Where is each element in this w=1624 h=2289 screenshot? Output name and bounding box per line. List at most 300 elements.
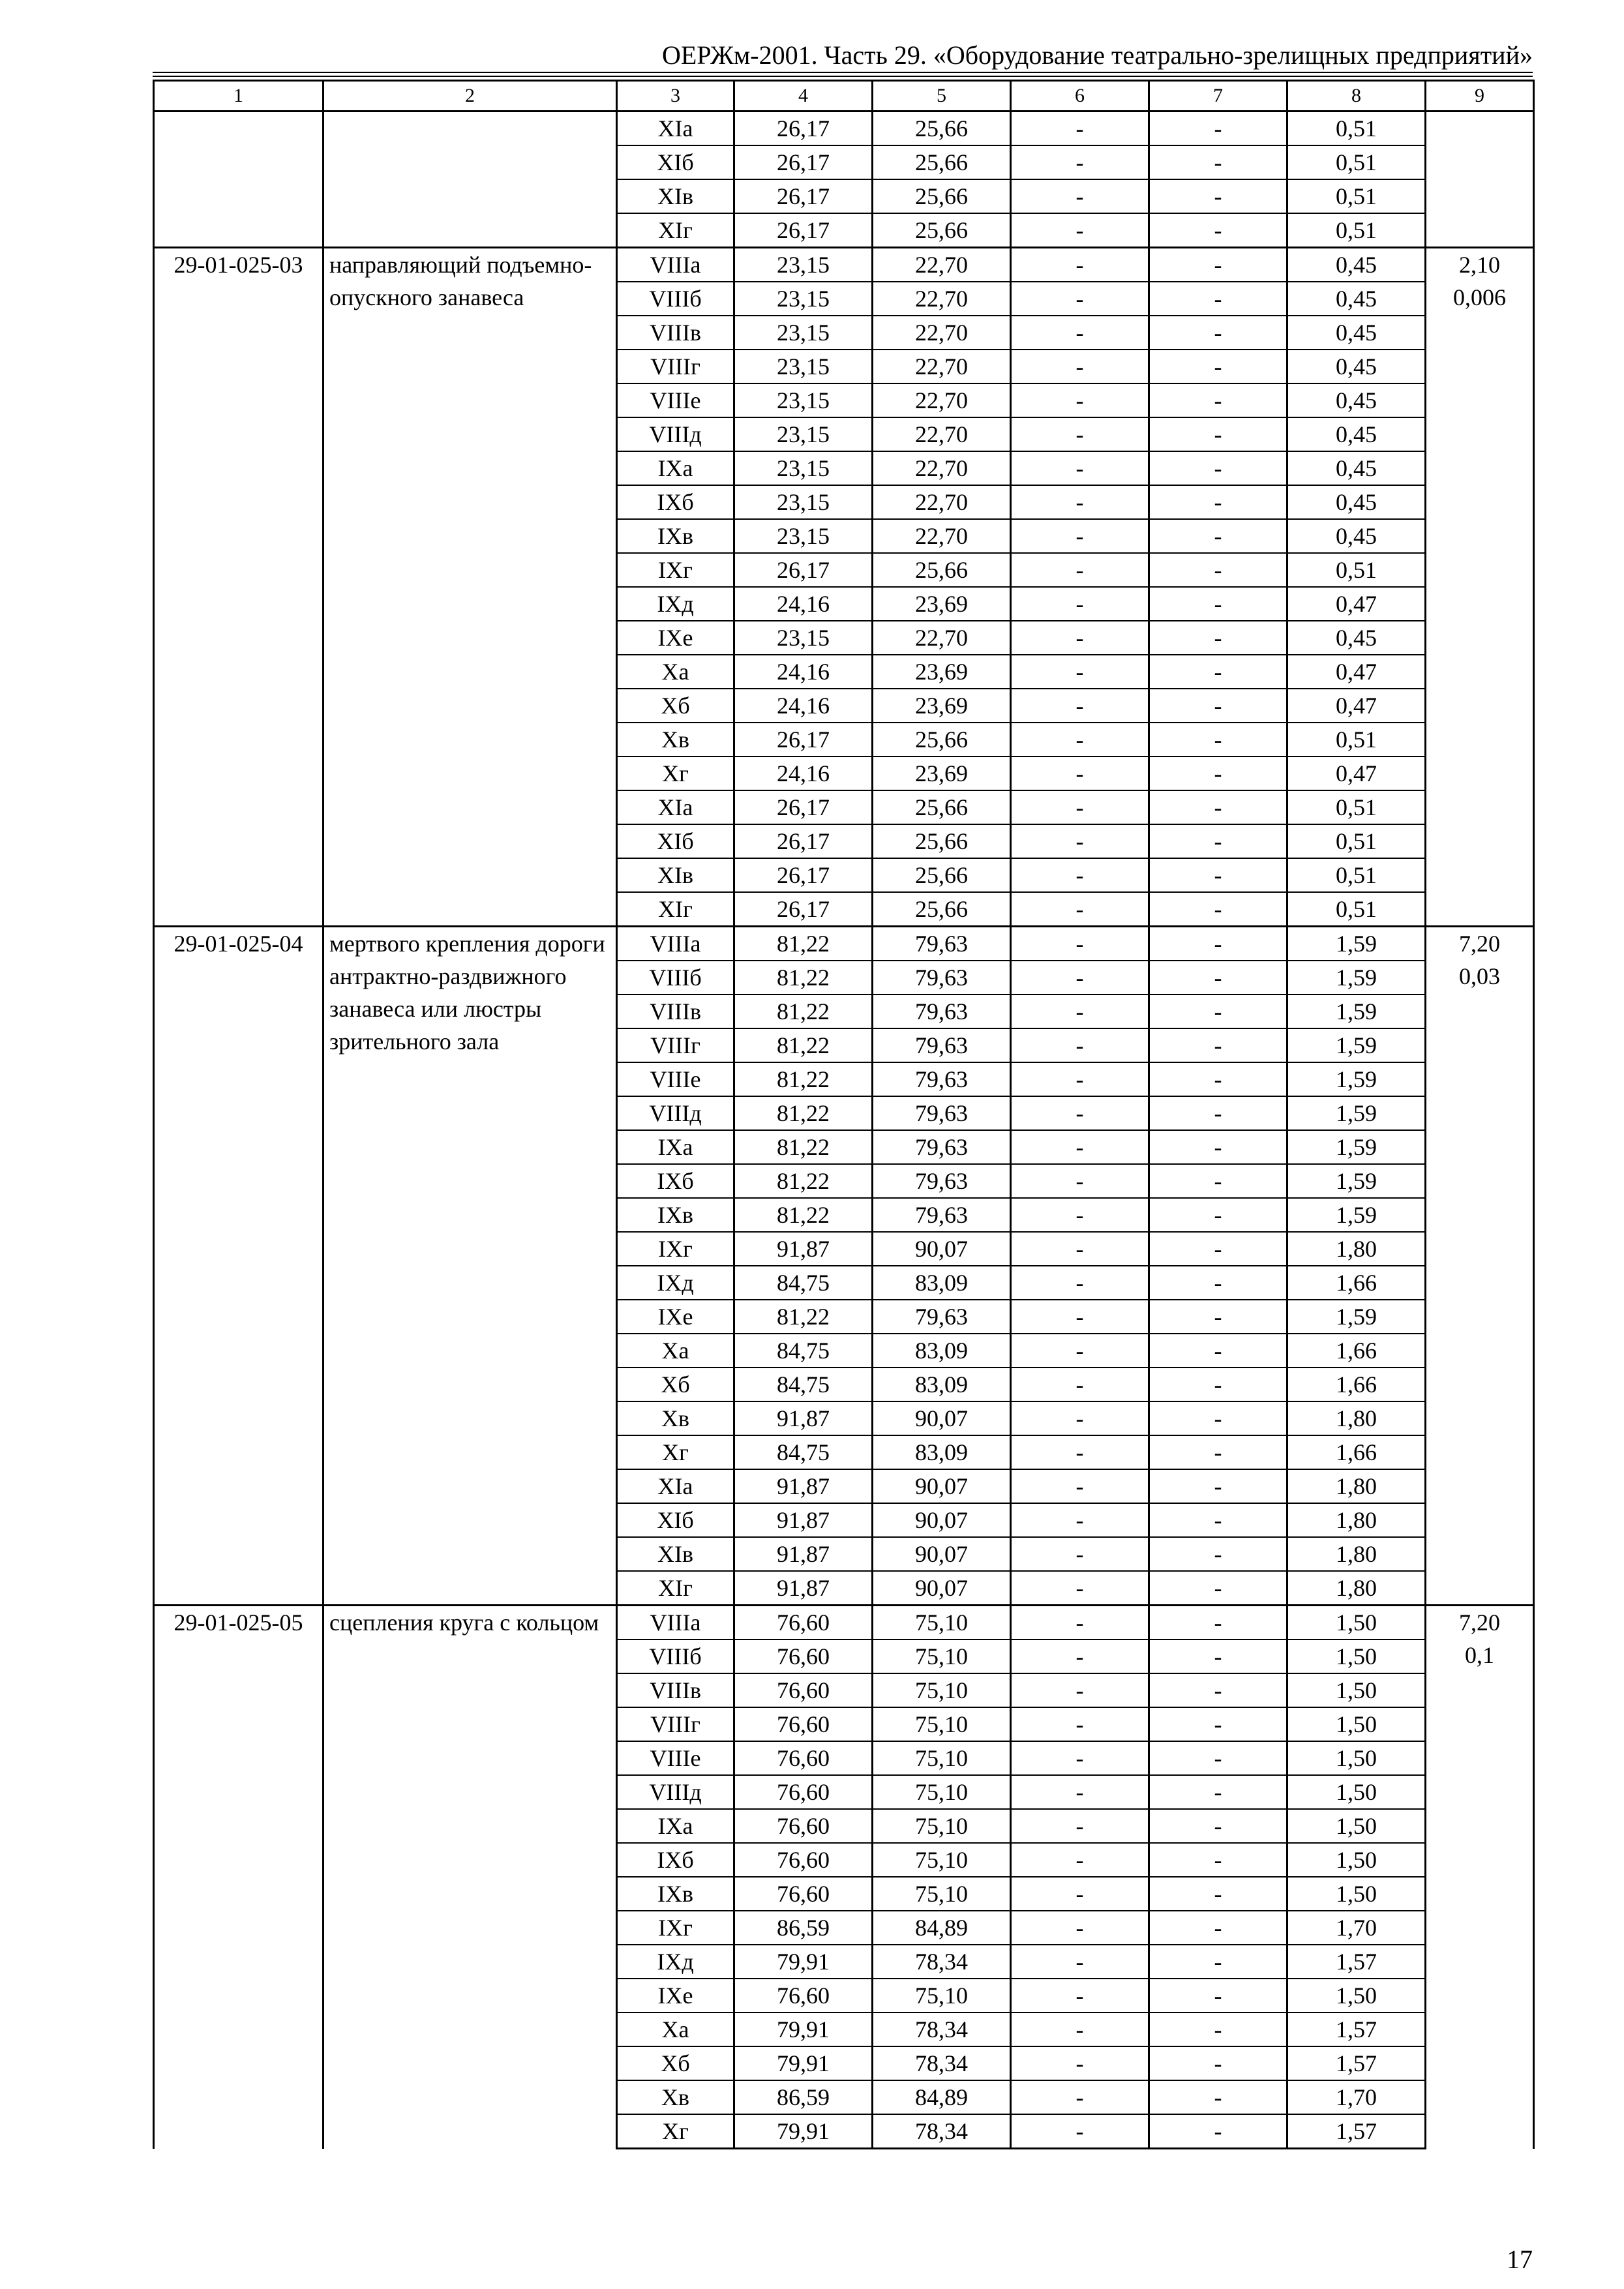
wage-cell: 25,66 [873,892,1011,927]
position-cell: IXб [617,1843,734,1877]
machine-cost-cell: - [1011,2080,1149,2114]
total-cost-cell: 76,60 [734,1775,873,1809]
position-cell: XIг [617,892,734,927]
wage-cell: 22,70 [873,248,1011,282]
materials-cell: 1,80 [1287,1469,1426,1503]
labor-cost-cell [1426,248,1534,927]
machine-cost-cell: - [1011,2114,1149,2149]
wage-cell: 22,70 [873,383,1011,417]
driver-wage-cell: - [1149,451,1287,485]
driver-wage-cell: - [1149,1537,1287,1571]
materials-cell: 1,66 [1287,1435,1426,1469]
driver-wage-cell: - [1149,927,1287,961]
total-cost-cell: 91,87 [734,1232,873,1266]
total-cost-cell: 81,22 [734,1130,873,1164]
machine-cost-cell: - [1011,689,1149,723]
materials-cell: 0,51 [1287,723,1426,756]
machine-cost-cell: - [1011,1401,1149,1435]
wage-cell: 75,10 [873,1673,1011,1707]
materials-cell: 1,66 [1287,1334,1426,1368]
total-cost-cell: 26,17 [734,145,873,179]
machine-cost-cell: - [1011,1809,1149,1843]
position-cell: VIIIе [617,1741,734,1775]
total-cost-cell: 81,22 [734,927,873,961]
wage-cell: 79,63 [873,927,1011,961]
labor-hours-value: 7,20 [1459,931,1500,957]
machine-cost-cell: - [1011,2046,1149,2080]
machine-cost-cell: - [1011,1435,1149,1469]
driver-wage-cell: - [1149,621,1287,655]
total-cost-cell: 91,87 [734,1503,873,1537]
machine-cost-cell: - [1011,1028,1149,1062]
driver-wage-cell: - [1149,1843,1287,1877]
driver-wage-cell: - [1149,689,1287,723]
materials-cell: 1,50 [1287,1673,1426,1707]
materials-cell: 0,47 [1287,756,1426,790]
machine-cost-cell: - [1011,417,1149,451]
wage-cell: 22,70 [873,621,1011,655]
position-cell: IXг [617,1232,734,1266]
position-cell: VIIIд [617,1775,734,1809]
driver-wage-cell: - [1149,282,1287,316]
machine-cost-cell: - [1011,1266,1149,1300]
machine-cost-cell: - [1011,1300,1149,1334]
materials-cell: 0,45 [1287,451,1426,485]
column-number: 7 [1149,81,1287,112]
driver-wage-cell: - [1149,858,1287,892]
driver-wage-cell: - [1149,112,1287,146]
machine-cost-cell: - [1011,350,1149,383]
machine-cost-cell: - [1011,1164,1149,1198]
materials-cell: 0,51 [1287,892,1426,927]
position-cell: VIIIе [617,1062,734,1096]
materials-cell: 0,47 [1287,655,1426,689]
total-cost-cell: 76,60 [734,1707,873,1741]
total-cost-cell: 91,87 [734,1401,873,1435]
driver-wage-cell: - [1149,213,1287,248]
driver-wage-cell: - [1149,383,1287,417]
position-cell: IXд [617,1945,734,1979]
machine-cost-cell: - [1011,858,1149,892]
wage-cell: 90,07 [873,1401,1011,1435]
materials-cell: 0,45 [1287,621,1426,655]
machine-cost-cell: - [1011,451,1149,485]
total-cost-cell: 86,59 [734,2080,873,2114]
driver-wage-cell: - [1149,1809,1287,1843]
wage-cell: 25,66 [873,145,1011,179]
materials-cell: 0,51 [1287,824,1426,858]
driver-wage-cell: - [1149,248,1287,282]
materials-cell: 1,57 [1287,2012,1426,2046]
work-name-cell: сцепления круга с кольцом [323,1606,617,2149]
wage-cell: 79,63 [873,1130,1011,1164]
position-cell: IXа [617,1809,734,1843]
header-rule-top [153,72,1533,73]
machine-cost-cell: - [1011,1979,1149,2012]
materials-cell: 0,51 [1287,179,1426,213]
wage-cell: 83,09 [873,1368,1011,1401]
position-cell: Xг [617,756,734,790]
machine-cost-cell: - [1011,1606,1149,1640]
wage-cell: 75,10 [873,1606,1011,1640]
driver-wage-cell: - [1149,1028,1287,1062]
wage-cell: 79,63 [873,1096,1011,1130]
driver-wage-cell: - [1149,417,1287,451]
wage-cell: 90,07 [873,1571,1011,1606]
position-cell: VIIIб [617,1639,734,1673]
materials-cell: 1,70 [1287,2080,1426,2114]
materials-cell: 1,50 [1287,1979,1426,2012]
position-cell: Xв [617,1401,734,1435]
driver-wage-cell: - [1149,1639,1287,1673]
table-row [154,112,1534,146]
total-cost-cell: 91,87 [734,1537,873,1571]
wage-cell: 25,66 [873,213,1011,248]
materials-cell: 0,45 [1287,248,1426,282]
total-cost-cell: 23,15 [734,451,873,485]
materials-cell: 0,45 [1287,485,1426,519]
wage-cell: 22,70 [873,350,1011,383]
driver-wage-cell: - [1149,587,1287,621]
column-number: 6 [1011,81,1149,112]
driver-wage-cell: - [1149,2046,1287,2080]
materials-cell: 0,51 [1287,790,1426,824]
materials-cell: 1,80 [1287,1401,1426,1435]
driver-wage-cell: - [1149,553,1287,587]
wage-cell: 83,09 [873,1334,1011,1368]
machine-cost-cell: - [1011,1741,1149,1775]
column-number: 3 [617,81,734,112]
machine-cost-cell: - [1011,587,1149,621]
total-cost-cell: 76,60 [734,1979,873,2012]
total-cost-cell: 84,75 [734,1266,873,1300]
wage-cell: 25,66 [873,824,1011,858]
machine-cost-cell: - [1011,1571,1149,1606]
position-cell: XIа [617,112,734,146]
total-cost-cell: 91,87 [734,1571,873,1606]
driver-wage-cell: - [1149,2012,1287,2046]
total-cost-cell: 26,17 [734,723,873,756]
materials-cell: 1,59 [1287,1198,1426,1232]
materials-cell: 1,59 [1287,1164,1426,1198]
materials-cell: 1,57 [1287,1945,1426,1979]
materials-cell: 1,59 [1287,1300,1426,1334]
materials-cell: 1,70 [1287,1911,1426,1945]
machine-cost-cell: - [1011,1232,1149,1266]
labor-hours-value: 2,10 [1459,252,1500,278]
total-cost-cell: 76,60 [734,1809,873,1843]
total-cost-cell: 84,75 [734,1334,873,1368]
driver-wage-cell: - [1149,655,1287,689]
materials-cell: 0,51 [1287,858,1426,892]
materials-cell: 0,51 [1287,112,1426,146]
materials-cell: 1,50 [1287,1877,1426,1911]
driver-wage-cell: - [1149,892,1287,927]
table-row [154,927,1534,961]
total-cost-cell: 23,15 [734,621,873,655]
work-name-cell: направляющий подъемно-опускного занавеса [323,248,617,927]
wage-cell: 75,10 [873,1809,1011,1843]
wage-cell: 25,66 [873,553,1011,587]
total-cost-cell: 76,60 [734,1877,873,1911]
position-cell: XIб [617,1503,734,1537]
wage-cell: 22,70 [873,519,1011,553]
materials-cell: 0,45 [1287,519,1426,553]
driver-wage-cell: - [1149,485,1287,519]
total-cost-cell: 23,15 [734,519,873,553]
machine-cost-cell: - [1011,1775,1149,1809]
wage-cell: 22,70 [873,451,1011,485]
position-cell: IXе [617,1979,734,2012]
position-cell: IXд [617,587,734,621]
machine-cost-cell: - [1011,112,1149,146]
materials-cell: 1,59 [1287,927,1426,961]
wage-cell: 90,07 [873,1469,1011,1503]
wage-cell: 22,70 [873,485,1011,519]
driver-wage-cell: - [1149,1266,1287,1300]
machine-cost-cell: - [1011,1537,1149,1571]
materials-cell: 1,50 [1287,1809,1426,1843]
machine-hours-value: 0,03 [1459,963,1500,989]
position-cell: Xг [617,2114,734,2149]
position-cell: XIг [617,1571,734,1606]
position-cell: IXг [617,1911,734,1945]
wage-cell: 75,10 [873,1843,1011,1877]
position-cell: XIв [617,179,734,213]
wage-cell: 83,09 [873,1266,1011,1300]
position-cell: IXд [617,1266,734,1300]
wage-cell: 90,07 [873,1537,1011,1571]
total-cost-cell: 76,60 [734,1673,873,1707]
position-cell: IXг [617,553,734,587]
machine-cost-cell: - [1011,1368,1149,1401]
wage-cell: 23,69 [873,689,1011,723]
driver-wage-cell: - [1149,1673,1287,1707]
position-cell: VIIIв [617,1673,734,1707]
wage-cell: 75,10 [873,1639,1011,1673]
materials-cell: 0,45 [1287,350,1426,383]
materials-cell: 1,59 [1287,1028,1426,1062]
wage-cell: 25,66 [873,790,1011,824]
wage-cell: 78,34 [873,2012,1011,2046]
column-number: 8 [1287,81,1426,112]
driver-wage-cell: - [1149,519,1287,553]
column-number: 4 [734,81,873,112]
materials-cell: 1,59 [1287,961,1426,995]
wage-cell: 75,10 [873,1741,1011,1775]
materials-cell: 0,51 [1287,145,1426,179]
machine-cost-cell: - [1011,316,1149,350]
materials-cell: 1,80 [1287,1537,1426,1571]
position-cell: XIа [617,790,734,824]
position-cell: XIг [617,213,734,248]
wage-cell: 22,70 [873,417,1011,451]
driver-wage-cell: - [1149,1979,1287,2012]
driver-wage-cell: - [1149,1503,1287,1537]
driver-wage-cell: - [1149,1435,1287,1469]
norm-code-cell: 29-01-025-03 [154,248,323,927]
column-number: 1 [154,81,323,112]
machine-cost-cell: - [1011,1198,1149,1232]
machine-cost-cell: - [1011,553,1149,587]
total-cost-cell: 26,17 [734,112,873,146]
header-rule-bottom [153,76,1533,77]
wage-cell: 79,63 [873,995,1011,1028]
page-header: ОЕРЖм-2001. Часть 29. «Оборудование театрально-зрелищных предприятий» [661,40,1533,70]
materials-cell: 1,50 [1287,1606,1426,1640]
position-cell: IXе [617,621,734,655]
wage-cell: 83,09 [873,1435,1011,1469]
total-cost-cell: 76,60 [734,1741,873,1775]
materials-cell: 1,57 [1287,2046,1426,2080]
materials-cell: 1,50 [1287,1741,1426,1775]
total-cost-cell: 76,60 [734,1606,873,1640]
total-cost-cell: 23,15 [734,282,873,316]
position-cell: IXа [617,451,734,485]
driver-wage-cell: - [1149,1368,1287,1401]
machine-cost-cell: - [1011,1911,1149,1945]
materials-cell: 1,59 [1287,1096,1426,1130]
materials-cell: 0,45 [1287,316,1426,350]
materials-cell: 0,47 [1287,587,1426,621]
position-cell: IXв [617,519,734,553]
driver-wage-cell: - [1149,1945,1287,1979]
page-number: 17 [1507,2245,1533,2274]
wage-cell: 75,10 [873,1775,1011,1809]
total-cost-cell: 86,59 [734,1911,873,1945]
total-cost-cell: 24,16 [734,655,873,689]
machine-cost-cell: - [1011,179,1149,213]
total-cost-cell: 91,87 [734,1469,873,1503]
machine-cost-cell: - [1011,1707,1149,1741]
machine-cost-cell: - [1011,1469,1149,1503]
materials-cell: 0,45 [1287,417,1426,451]
total-cost-cell: 81,22 [734,1096,873,1130]
driver-wage-cell: - [1149,1062,1287,1096]
materials-cell: 0,47 [1287,689,1426,723]
position-cell: Xг [617,1435,734,1469]
total-cost-cell: 84,75 [734,1435,873,1469]
labor-hours-value: 7,20 [1459,1609,1500,1636]
total-cost-cell: 26,17 [734,892,873,927]
wage-cell: 78,34 [873,2046,1011,2080]
column-number: 9 [1426,81,1534,112]
total-cost-cell: 26,17 [734,790,873,824]
position-cell: XIв [617,858,734,892]
wage-cell: 84,89 [873,1911,1011,1945]
column-number: 2 [323,81,617,112]
driver-wage-cell: - [1149,1130,1287,1164]
wage-cell: 75,10 [873,1707,1011,1741]
position-cell: VIIIв [617,995,734,1028]
machine-cost-cell: - [1011,961,1149,995]
driver-wage-cell: - [1149,1877,1287,1911]
driver-wage-cell: - [1149,1606,1287,1640]
driver-wage-cell: - [1149,179,1287,213]
wage-cell: 79,63 [873,1028,1011,1062]
driver-wage-cell: - [1149,824,1287,858]
machine-cost-cell: - [1011,1130,1149,1164]
labor-cost-cell [1426,112,1534,248]
total-cost-cell: 23,15 [734,485,873,519]
total-cost-cell: 81,22 [734,995,873,1028]
wage-cell: 78,34 [873,1945,1011,1979]
wage-cell: 25,66 [873,112,1011,146]
total-cost-cell: 76,60 [734,1843,873,1877]
total-cost-cell: 26,17 [734,553,873,587]
machine-cost-cell: - [1011,213,1149,248]
machine-cost-cell: - [1011,485,1149,519]
wage-cell: 79,63 [873,1062,1011,1096]
position-cell: VIIIб [617,961,734,995]
total-cost-cell: 26,17 [734,179,873,213]
driver-wage-cell: - [1149,1401,1287,1435]
position-cell: XIб [617,824,734,858]
wage-cell: 84,89 [873,2080,1011,2114]
wage-cell: 79,63 [873,1300,1011,1334]
driver-wage-cell: - [1149,995,1287,1028]
materials-cell: 1,66 [1287,1368,1426,1401]
materials-cell: 1,66 [1287,1266,1426,1300]
driver-wage-cell: - [1149,316,1287,350]
machine-cost-cell: - [1011,621,1149,655]
driver-wage-cell: - [1149,350,1287,383]
driver-wage-cell: - [1149,2114,1287,2149]
machine-cost-cell: - [1011,1843,1149,1877]
machine-cost-cell: - [1011,1503,1149,1537]
driver-wage-cell: - [1149,1707,1287,1741]
total-cost-cell: 81,22 [734,1198,873,1232]
position-cell: Xб [617,689,734,723]
wage-cell: 23,69 [873,655,1011,689]
wage-cell: 79,63 [873,961,1011,995]
total-cost-cell: 24,16 [734,756,873,790]
driver-wage-cell: - [1149,1096,1287,1130]
position-cell: VIIIв [617,316,734,350]
materials-cell: 0,51 [1287,553,1426,587]
machine-hours-value: 0,1 [1465,1642,1494,1668]
position-cell: Xа [617,2012,734,2046]
machine-cost-cell: - [1011,824,1149,858]
work-name-cell [323,112,617,248]
materials-cell: 1,80 [1287,1232,1426,1266]
total-cost-cell: 81,22 [734,961,873,995]
driver-wage-cell: - [1149,756,1287,790]
machine-cost-cell: - [1011,1639,1149,1673]
driver-wage-cell: - [1149,1469,1287,1503]
machine-cost-cell: - [1011,655,1149,689]
column-number-row [154,81,1534,112]
wage-cell: 25,66 [873,858,1011,892]
position-cell: XIб [617,145,734,179]
machine-cost-cell: - [1011,2012,1149,2046]
total-cost-cell: 23,15 [734,417,873,451]
norm-code-cell: 29-01-025-04 [154,927,323,1606]
position-cell: VIIIд [617,417,734,451]
work-name-cell: мертвого крепления дороги антрактно-раздвижного занавеса или люстры зрительного зала [323,927,617,1606]
position-cell: Xб [617,2046,734,2080]
position-cell: VIIIа [617,1606,734,1640]
materials-cell: 1,57 [1287,2114,1426,2149]
machine-cost-cell: - [1011,892,1149,927]
position-cell: IXе [617,1300,734,1334]
total-cost-cell: 26,17 [734,858,873,892]
position-cell: VIIIа [617,927,734,961]
table-row [154,248,1534,282]
price-table [153,80,1535,2149]
wage-cell: 25,66 [873,179,1011,213]
driver-wage-cell: - [1149,1775,1287,1809]
